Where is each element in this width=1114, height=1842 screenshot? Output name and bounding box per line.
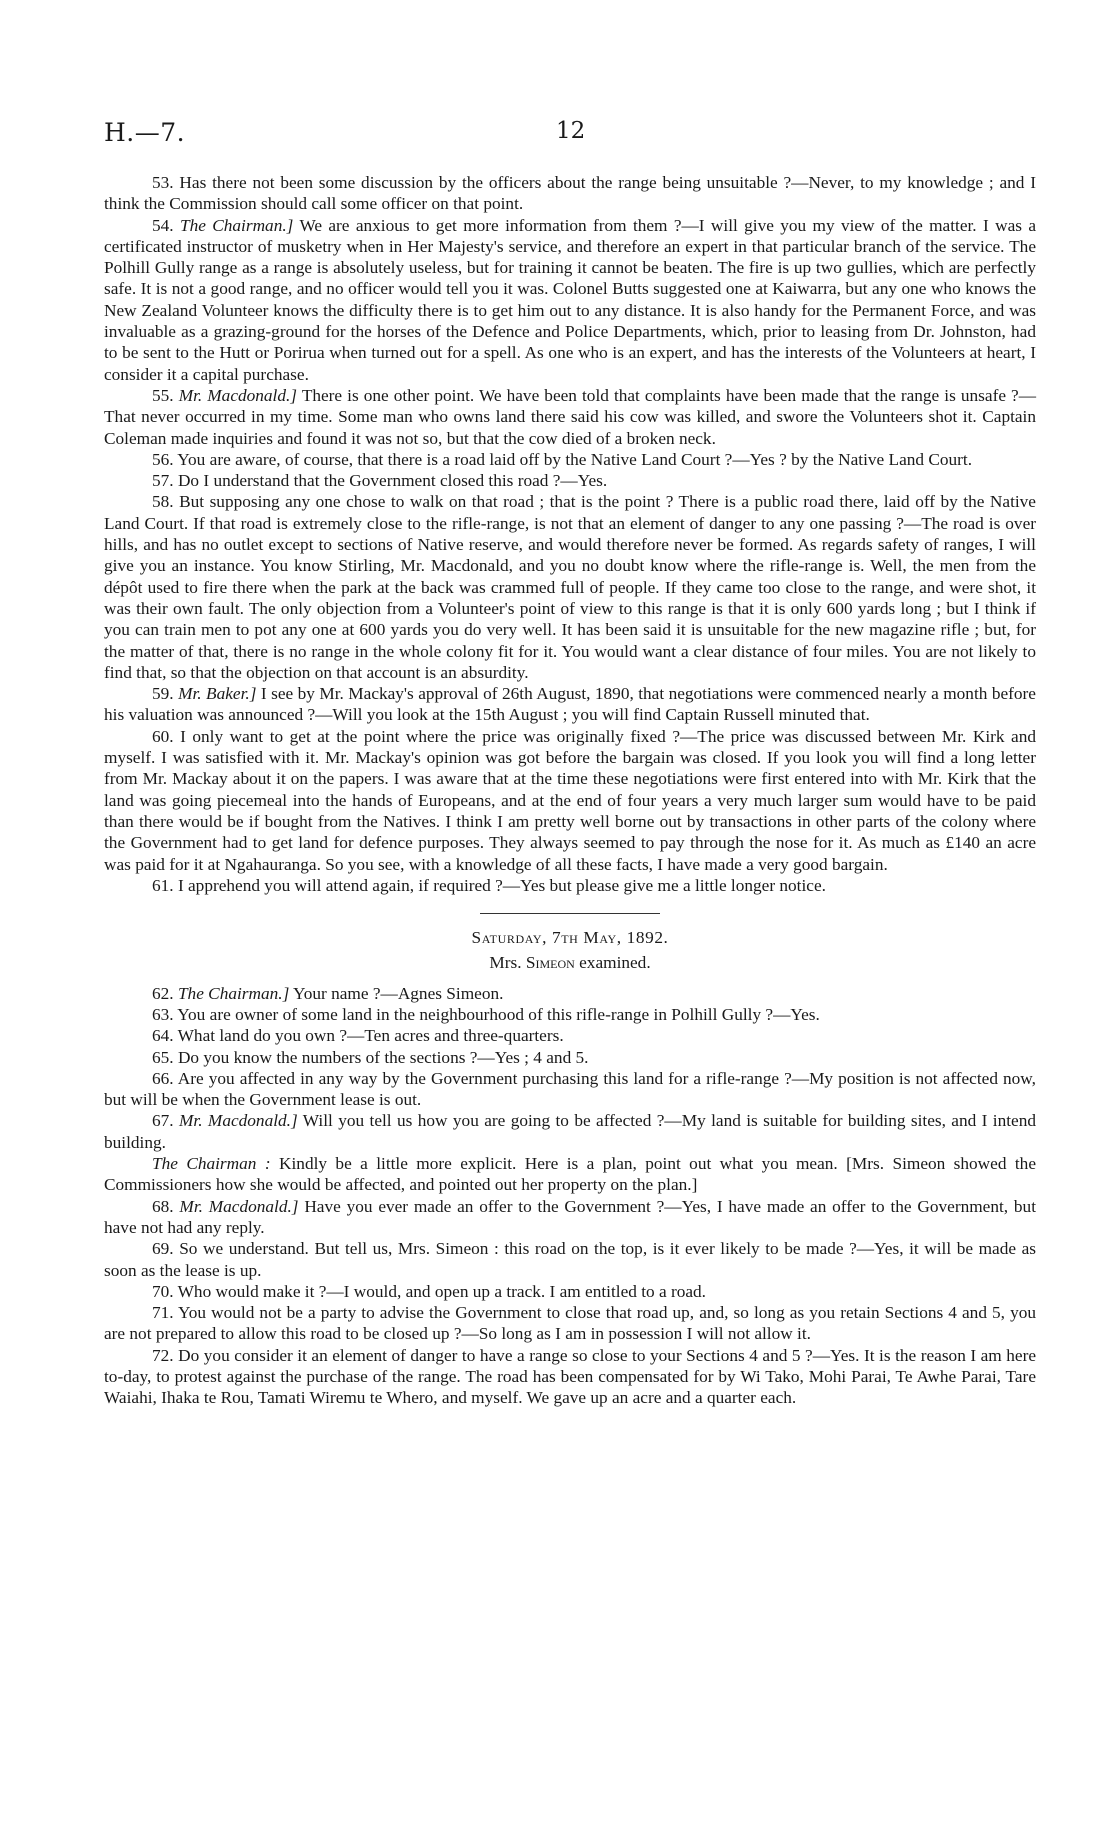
speaker-name: The Chairman.] <box>177 983 290 1003</box>
evidence-part-2 <box>104 983 1036 1409</box>
testimony-text: Who would make it ?—I would, and open up a track. I am entitled to a road. <box>177 1281 706 1301</box>
question-number: 63. <box>152 1004 174 1024</box>
witness-heading: Mrs. Simeon examined. <box>489 953 651 973</box>
evidence-part-1 <box>104 172 1036 896</box>
testimony-paragraph <box>104 1068 1036 1111</box>
document-code: H.—7. <box>104 118 186 147</box>
question-number: 58. <box>152 492 174 512</box>
document-body <box>104 172 1036 1409</box>
question-number: 71. <box>152 1303 174 1323</box>
question-number: 60. <box>152 726 174 746</box>
question-number: 72. <box>152 1345 174 1365</box>
question-number: 54. <box>152 215 174 235</box>
testimony-paragraph <box>104 1196 1036 1239</box>
testimony-paragraph <box>104 1302 1036 1345</box>
testimony-paragraph <box>104 1025 1036 1046</box>
testimony-paragraph <box>104 215 1036 385</box>
testimony-paragraph <box>104 1281 1036 1302</box>
testimony-text: So we understand. But tell us, Mrs. Simeon : this road on the top, is it ever likely to be made ?—Yes, it will be made as soon as the lease is up. <box>104 1239 1036 1280</box>
question-number: 66. <box>152 1068 174 1088</box>
testimony-paragraph <box>104 726 1036 875</box>
speaker-name: The Chairman.] <box>179 215 294 235</box>
testimony-text: Do you know the numbers of the sections ?—Yes ; 4 and 5. <box>177 1047 589 1067</box>
testimony-text: What land do you own ?—Ten acres and three-quarters. <box>177 1026 564 1046</box>
question-number: 70. <box>152 1281 174 1301</box>
testimony-text: I apprehend you will attend again, if required ?—Yes but please give me a little longer notice. <box>177 875 826 895</box>
question-number: 59. <box>152 684 174 704</box>
speaker-name: Mr. Baker.] <box>178 684 257 704</box>
testimony-text: You are owner of some land in the neighbourhood of this rifle-range in Polhill Gully ?—Yes. <box>177 1004 820 1024</box>
session-date: Saturday, 7th May, 1892. <box>471 928 669 948</box>
speaker-name: Mr. Macdonald.] <box>178 385 298 405</box>
testimony-paragraph <box>104 449 1036 470</box>
question-number: 57. <box>152 471 174 491</box>
page-header <box>104 118 1034 152</box>
testimony-paragraph <box>104 1345 1036 1409</box>
question-number: 67. <box>152 1111 174 1131</box>
testimony-paragraph <box>104 1153 1036 1196</box>
question-number: 56. <box>152 449 174 469</box>
testimony-text: Kindly be a little more explicit. Here is a plan, point out what you mean. [Mrs. Simeon showed the Commissioners how she would be affected, and pointed out her property on the plan.] <box>104 1154 1036 1195</box>
question-number: 64. <box>152 1026 174 1046</box>
testimony-paragraph <box>104 983 1036 1004</box>
testimony-text: You are aware, of course, that there is a road laid off by the Native Land Court ?—Yes ? by the Native Land Court. <box>177 449 973 469</box>
testimony-text: You would not be a party to advise the Government to close that road up, and, so long as you retain Sections 4 and 5, you are not prepared to allow this road to be closed up ?—So long as I am in possession I will not allow it. <box>104 1303 1036 1344</box>
testimony-text: Your name ?—Agnes Simeon. <box>293 983 504 1003</box>
page-number: 12 <box>556 118 586 144</box>
testimony-paragraph <box>104 385 1036 449</box>
question-number: 55. <box>152 385 174 405</box>
testimony-text: I see by Mr. Mackay's approval of 26th August, 1890, that negotiations were commenced nearly a month before his valuation was announced ?—Will you look at the 15th August ; you will find Captain Russell minuted that. <box>104 684 1036 725</box>
question-number: 61. <box>152 875 174 895</box>
question-number: 68. <box>152 1196 174 1216</box>
testimony-text: Has there not been some discussion by the officers about the range being unsuitable ?—Never, to my knowledge ; and I think the Commission should call some officer on that point. <box>104 173 1036 214</box>
testimony-text: But supposing any one chose to walk on that road ; that is the point ? There is a public road there, laid off by the Native Land Court. If that road is extremely close to the rifle-range, is not that an element of danger to any one passing ?—The road is over hills, and has no outlet except to sections of Native reserve, and would therefore never be formed. As regards safety of ranges, I will give you an instance. You know Stirling, Mr. Macdonald, and you no doubt know where the rifle-range is. Well, the men from the dépôt used to fire there when the park at the back was crammed full of people. If they came too close to the range, and were shot, it was their own fault. The only objection from a Volunteer's point of view to this range is that it is only 600 yards long ; but I think if you can train men to pot any one at 600 yards you do very well. It has been said it is unsuitable for the new magazine rifle ; but, for the matter of that, there is no range in the whole colony fit for it. You would want a clear distance of four miles. You are not likely to find that, so that the objection on that account is an absurdity. <box>104 492 1036 682</box>
question-number: 69. <box>152 1239 174 1259</box>
question-number: 62. <box>152 983 174 1003</box>
witness-name: Simeon <box>525 953 575 973</box>
testimony-text: Have you ever made an offer to the Government ?—Yes, I have made an offer to the Government, but have not had any reply. <box>104 1196 1036 1237</box>
testimony-paragraph <box>104 491 1036 683</box>
testimony-paragraph <box>104 875 1036 896</box>
testimony-paragraph <box>104 1110 1036 1153</box>
testimony-paragraph <box>104 683 1036 726</box>
testimony-paragraph <box>104 1238 1036 1281</box>
section-divider <box>480 913 660 914</box>
testimony-text: I only want to get at the point where the price was originally fixed ?—The price was discussed between Mr. Kirk and myself. I was satisfied with it. Mr. Mackay's opinion was got before the bargain was closed. If you look you will find a long letter from Mr. Mackay about it on the papers. I was aware that at the time these negotiations were first entered into with Mr. Kirk that the land was going piecemeal into the hands of Europeans, and at the end of four years a very much larger sum would have to be paid than there would be if bought from the Natives. I think I am pretty well borne out by transactions in other parts of the colony where the Government had to get land for defence purposes. They always seemed to pay through the nose for it. As much as £140 an acre was paid for it at Ngahauranga. So you see, with a knowledge of all these facts, I have made a very good bargain. <box>104 726 1037 874</box>
testimony-text: There is one other point. We have been told that complaints have been made that the range is unsafe ?—That never occurred in my time. Some man who owns land there said his cow was killed, and swore the Volunteers shot it. Captain Coleman made inquiries and found it was not so, but that the cow died of a broken neck. <box>104 385 1037 448</box>
testimony-text: Do you consider it an element of danger to have a range so close to your Sections 4 and 5 ?—Yes. It is the reason I am here to-day, to protest against the purchase of the range. The road has been compensated for by Wi Tako, Mohi Parai, Te Awhe Parai, Tare Waiahi, Ihaka te Rou, Tamati Wiremu te Whero, and myself. We gave up an acre and a quarter each. <box>104 1345 1037 1408</box>
question-number: 65. <box>152 1047 174 1067</box>
testimony-text: Are you affected in any way by the Government purchasing this land for a rifle-range ?—My position is not affected now, but will be when the Government lease is out. <box>104 1068 1036 1110</box>
testimony-paragraph <box>104 470 1036 491</box>
testimony-paragraph <box>104 1047 1036 1068</box>
testimony-text: We are anxious to get more information from them ?—I will give you my view of the matter. I was a certificated instructor of musketry when in Her Majesty's service, and therefore an expert in that particular branch of the service. The Polhill Gully range as a range is absolutely useless, but for training it cannot be beaten. The fire is up two gullies, which are perfectly safe. It is not a good range, and no officer would tell you it was. Colonel Butts suggested one at Kaiwarra, but any one who knows the New Zealand Volunteer knows the difficulty there is to get him out to any distance. It is also handy for the Permanent Force, and was invaluable as a grazing-ground for the horses of the Defence and Police Departments, which, prior to leasing from Dr. Johnston, had to be sent to the Hutt or Porirua when turned out for a spell. As one who is an expert, and has the interests of the Volunteers at heart, I consider it a capital purchase. <box>104 215 1036 384</box>
speaker-name: Mr. Macdonald.] <box>179 1196 299 1216</box>
testimony-text: Will you tell us how you are going to be affected ?—My land is suitable for building sites, and I intend building. <box>104 1111 1037 1152</box>
testimony-paragraph <box>104 172 1036 215</box>
testimony-paragraph <box>104 1004 1036 1025</box>
question-number: 53. <box>152 173 174 192</box>
testimony-text: Do I understand that the Government closed this road ?—Yes. <box>177 471 608 491</box>
speaker-name: Mr. Macdonald.] <box>179 1111 298 1131</box>
speaker-name: The Chairman : <box>152 1154 271 1174</box>
